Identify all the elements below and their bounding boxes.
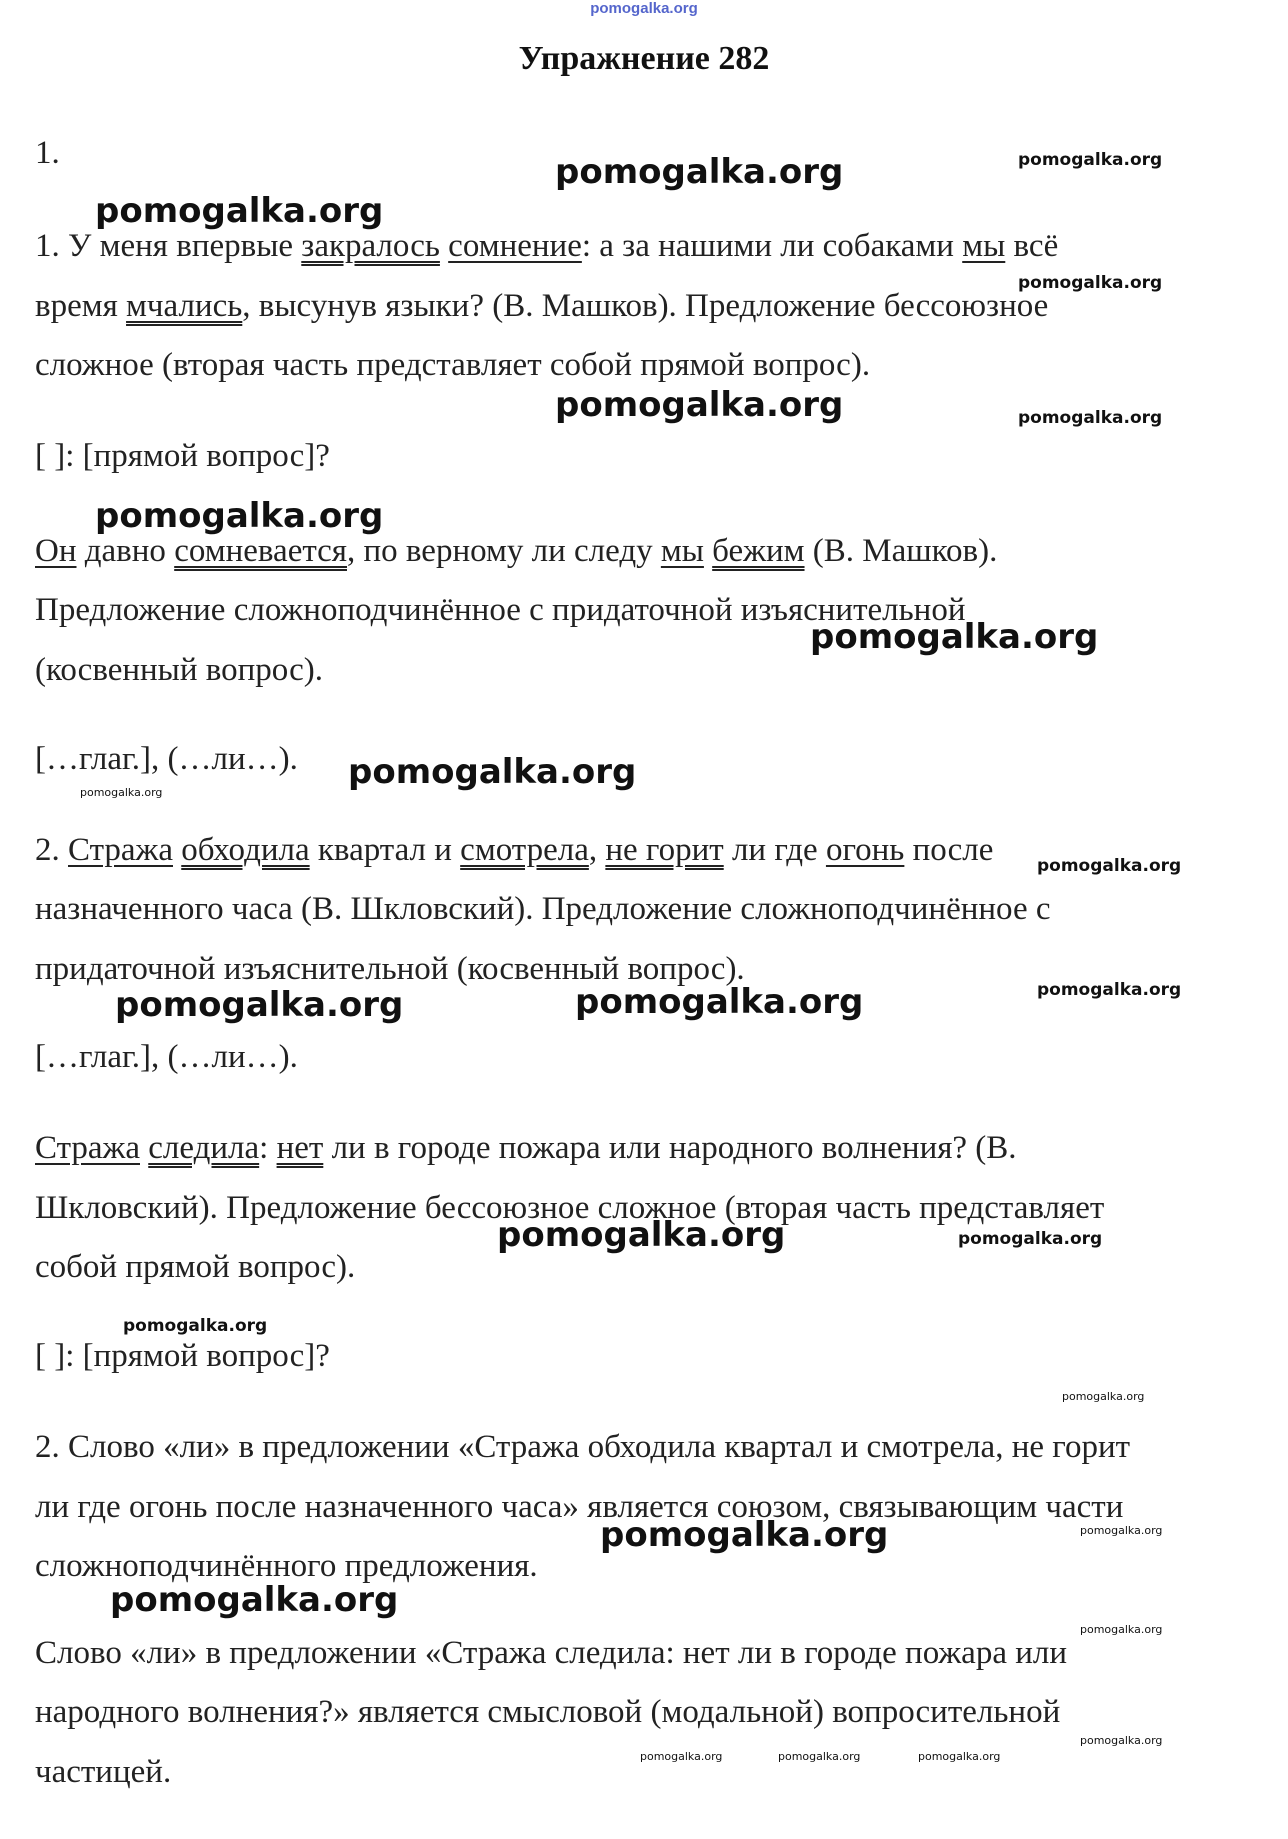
ex2-sentence1-line1: 2. Стража обходила квартал и смотрела, не горит ли где огонь после — [35, 832, 994, 868]
part2-p2-line3: частицей. — [35, 1754, 172, 1790]
part2-p1-line2: ли где огонь после назначенного часа» является союзом, связывающим части — [35, 1489, 1124, 1525]
ex1-sentence1-line3: сложное (вторая часть представляет собой прямой вопрос). — [35, 347, 871, 383]
ex2-sentence2-line3: собой прямой вопрос). — [35, 1249, 356, 1285]
watermark: pomogalka.org — [600, 1515, 889, 1555]
predicate: мчались — [126, 288, 243, 324]
watermark: pomogalka.org — [810, 617, 1099, 657]
predicate: закралось — [301, 228, 440, 264]
watermark: pomogalka.org — [95, 496, 384, 536]
watermark: pomogalka.org — [95, 191, 384, 231]
ex1-sentence2-line1: Он давно сомневается, по верному ли следу мы бежим (В. Машков). — [35, 533, 998, 569]
part2-p2-line1: Слово «ли» в предложении «Стража следила: нет ли в городе пожара или — [35, 1635, 1068, 1671]
watermark: pomogalka.org — [497, 1215, 786, 1255]
subject: огонь — [825, 832, 905, 868]
watermark: pomogalka.org — [110, 1580, 399, 1620]
ex1-sentence2-line2: Предложение сложноподчинённое с придаточной изъяснительной — [35, 592, 966, 628]
watermark: pomogalka.org — [555, 152, 844, 192]
part2-p1-line1: 2. Слово «ли» в предложении «Стража обходила квартал и смотрела, не горит — [35, 1429, 1131, 1465]
watermark: pomogalka.org — [1080, 1524, 1163, 1537]
subject: Он — [35, 533, 77, 569]
predicate: бежим — [712, 533, 805, 569]
subject: мы — [962, 228, 1006, 264]
ex1-sentence1-line2: время мчались, высунув языки? (В. Машков). Предложение бессоюзное — [35, 288, 1049, 324]
part2-p2-line2: народного волнения?» является смысловой (модальной) вопросительной — [35, 1694, 1061, 1730]
ex2-sentence2-line2: Шкловский). Предложение бессоюзное сложное (вторая часть представляет — [35, 1190, 1105, 1226]
watermark: pomogalka.org — [115, 985, 404, 1025]
predicate: смотрела — [460, 832, 589, 868]
ex2-scheme2: [ ]: [прямой вопрос]? — [35, 1338, 330, 1374]
ex2-sentence2-line1: Стража следила: нет ли в городе пожара или народного волнения? (В. — [35, 1130, 1017, 1166]
site-url-header[interactable]: pomogalka.org — [590, 0, 698, 17]
watermark: pomogalka.org — [1018, 408, 1163, 428]
watermark: pomogalka.org — [1018, 150, 1163, 170]
watermark: pomogalka.org — [1018, 273, 1163, 293]
ex2-scheme1: […глаг.], (…ли…). — [35, 1039, 298, 1075]
predicate: нет — [276, 1130, 324, 1166]
predicate: сомневается — [174, 533, 347, 569]
watermark: pomogalka.org — [778, 1750, 861, 1763]
watermark: pomogalka.org — [1037, 980, 1182, 1000]
ex1-sentence1-line1: 1. У меня впервые закралось сомнение: а за нашими ли собаками мы всё — [35, 228, 1059, 264]
subject: Стража — [68, 832, 173, 868]
watermark: pomogalka.org — [958, 1229, 1103, 1249]
subject: сомнение — [448, 228, 582, 264]
predicate: следила — [148, 1130, 260, 1166]
predicate: не горит — [605, 832, 724, 868]
part2-p1-line3: сложноподчинённого предложения. — [35, 1548, 538, 1584]
ex1-scheme1: [ ]: [прямой вопрос]? — [35, 438, 330, 474]
watermark: pomogalka.org — [575, 982, 864, 1022]
section-marker: 1. — [35, 135, 60, 171]
subject: Стража — [35, 1130, 140, 1166]
watermark: pomogalka.org — [640, 1750, 723, 1763]
watermark: pomogalka.org — [1062, 1390, 1145, 1403]
watermark: pomogalka.org — [1080, 1734, 1163, 1747]
ex1-scheme2: […глаг.], (…ли…). — [35, 741, 298, 777]
watermark: pomogalka.org — [1037, 856, 1182, 876]
ex1-sentence2-line3: (косвенный вопрос). — [35, 652, 323, 688]
ex2-sentence1-line2: назначенного часа (В. Шкловский). Предложение сложноподчинённое с — [35, 891, 1051, 927]
watermark: pomogalka.org — [1080, 1623, 1163, 1636]
ex2-sentence1-line3: придаточной изъяснительной (косвенный вопрос). — [35, 951, 745, 987]
page-title: Упражнение 282 — [518, 40, 770, 77]
watermark: pomogalka.org — [80, 786, 163, 799]
watermark: pomogalka.org — [123, 1316, 268, 1336]
watermark: pomogalka.org — [918, 1750, 1001, 1763]
watermark: pomogalka.org — [555, 385, 844, 425]
watermark: pomogalka.org — [348, 752, 637, 792]
subject: мы — [660, 533, 704, 569]
predicate: обходила — [181, 832, 310, 868]
